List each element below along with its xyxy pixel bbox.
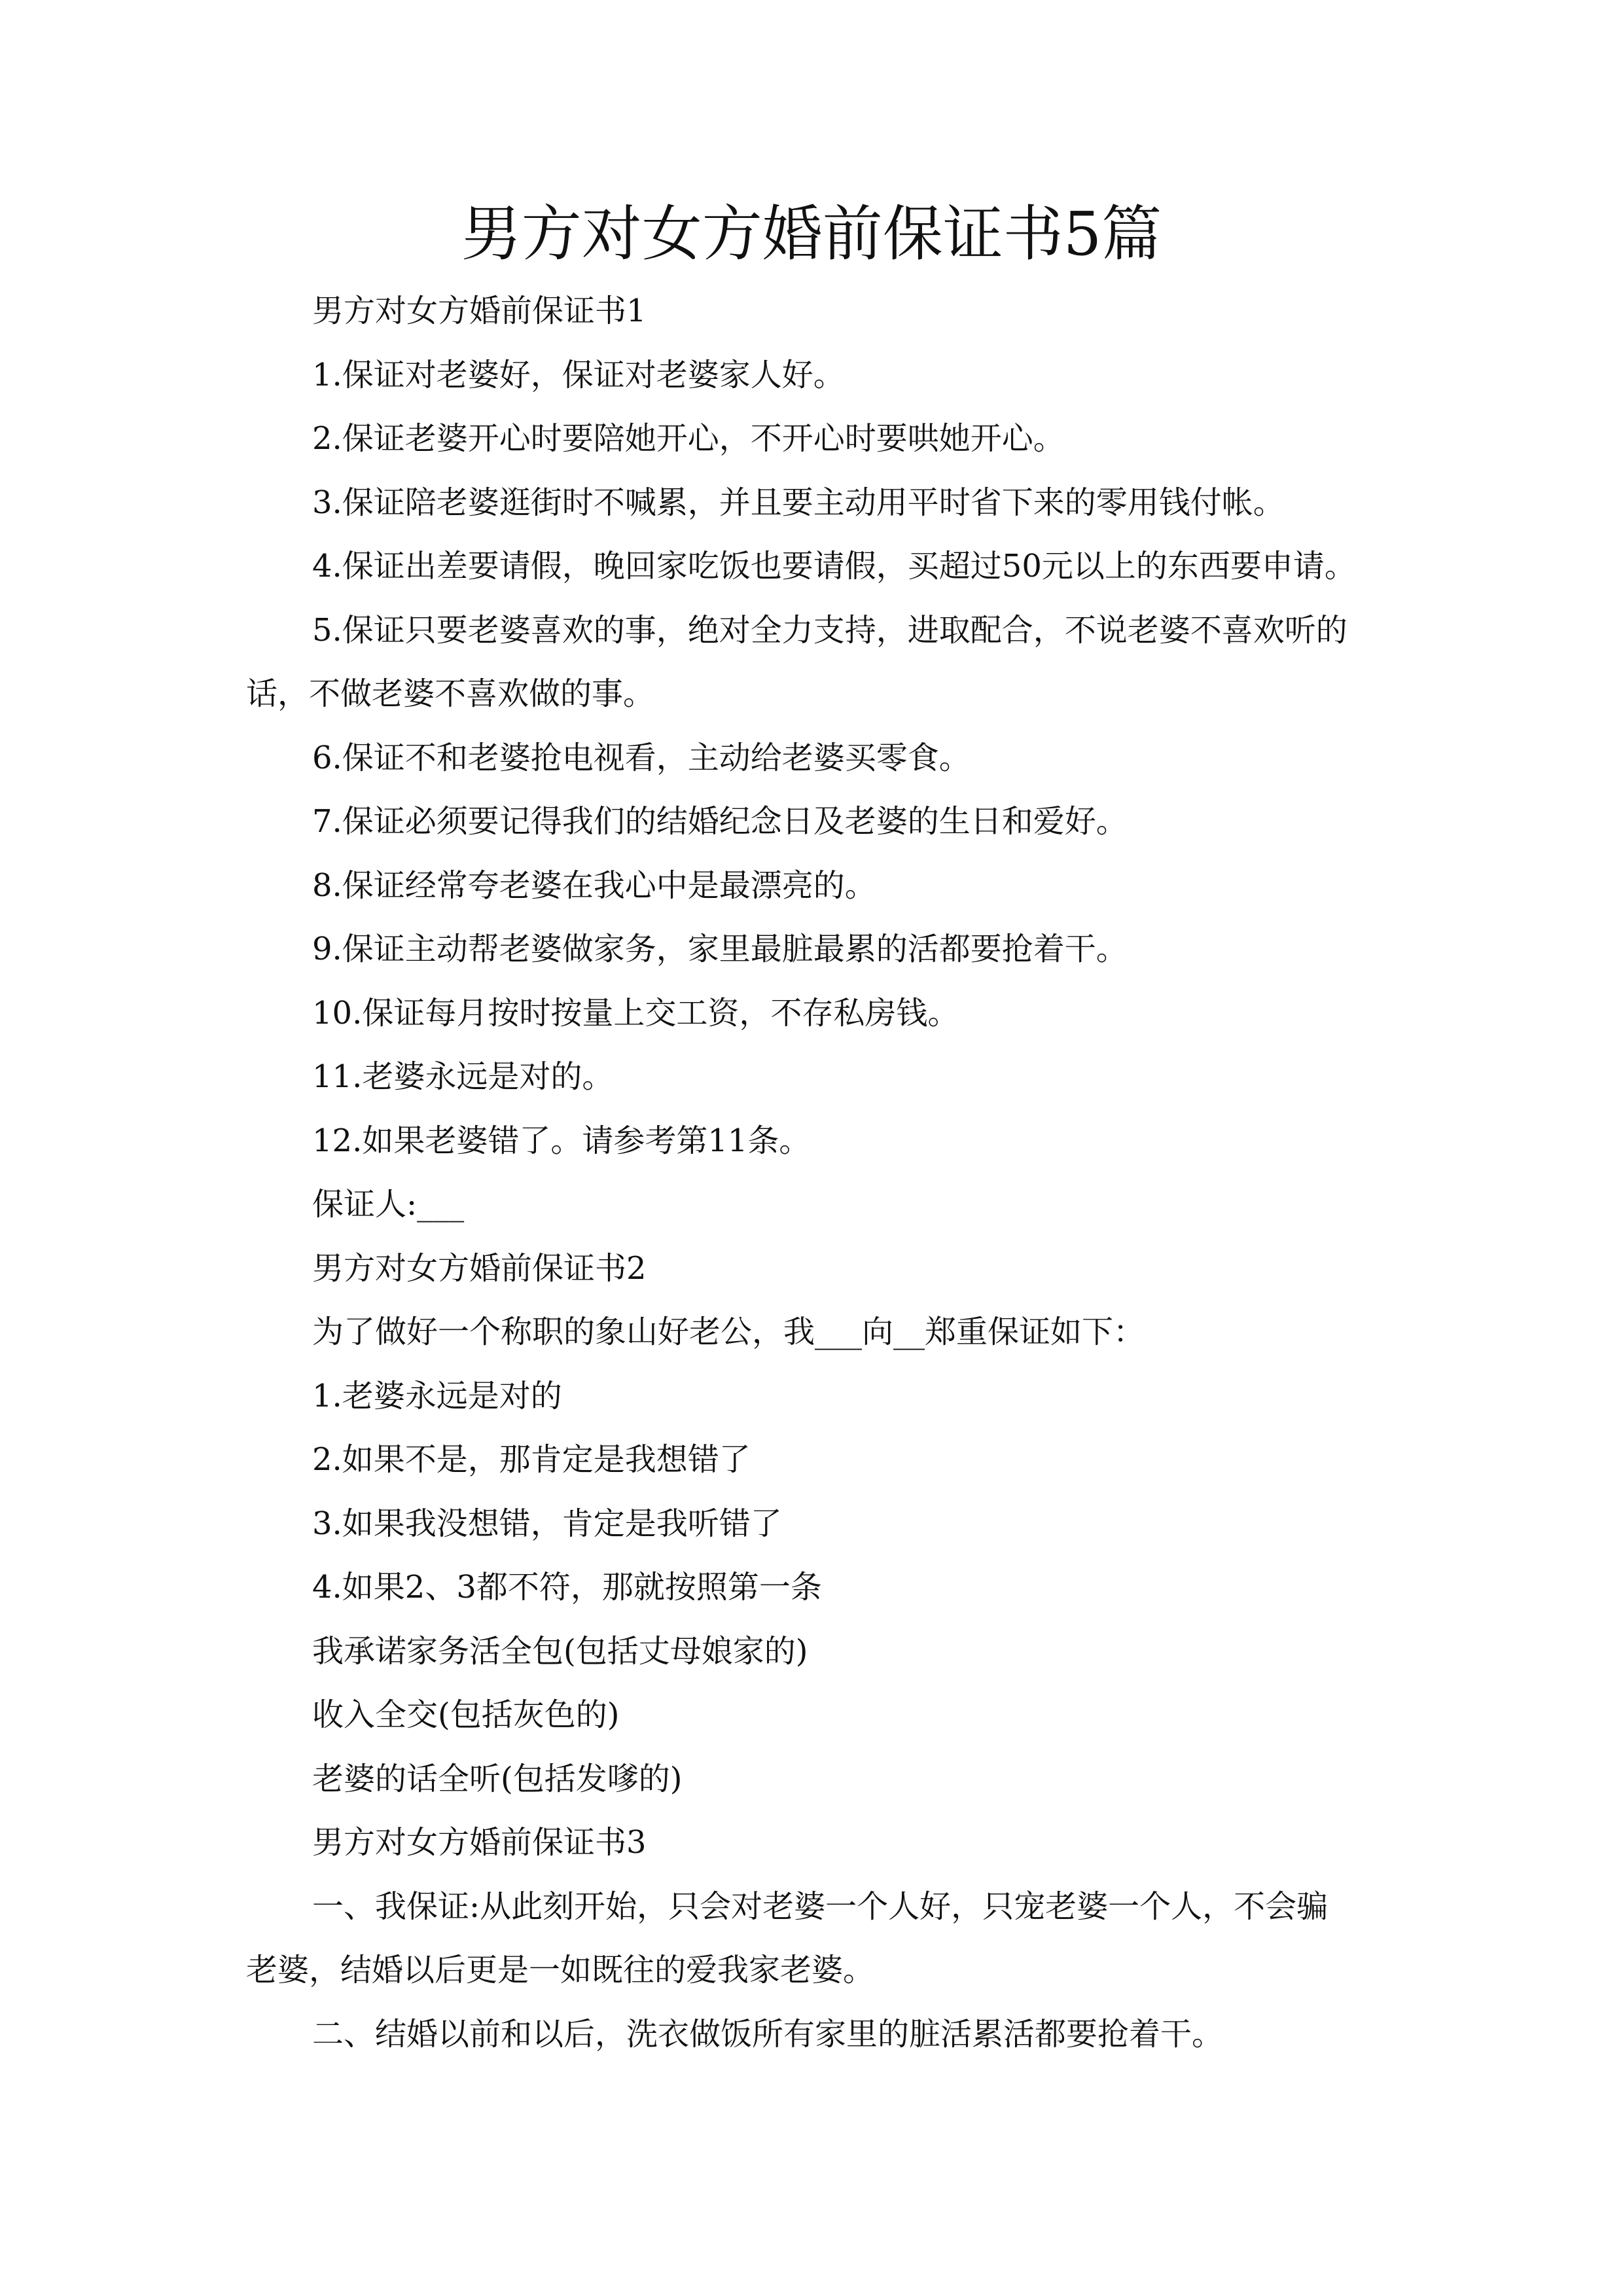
paragraph-line: 男方对女方婚前保证书3	[312, 1824, 647, 1861]
paragraph-line: 6.保证不和老婆抢电视看，主动给老婆买零食。	[312, 739, 971, 776]
paragraph-line: 2.如果不是，那肯定是我想错了	[312, 1441, 751, 1478]
paragraph-line: 话，不做老婆不喜欢做的事。	[246, 675, 655, 712]
paragraph-line: 我承诺家务活全包(包括丈母娘家的)	[312, 1632, 808, 1670]
paragraph-line: 1.保证对老婆好，保证对老婆家人好。	[312, 356, 845, 393]
paragraph-line: 3.保证陪老婆逛街时不喊累，并且要主动用平时省下来的零用钱付帐。	[312, 484, 1285, 521]
document-title: 男方对女方婚前保证书5篇	[461, 199, 1162, 269]
paragraph-line: 7.保证必须要记得我们的结婚纪念日及老婆的生日和爱好。	[312, 803, 1128, 840]
paragraph-line: 9.保证主动帮老婆做家务，家里最脏最累的活都要抢着干。	[312, 931, 1128, 967]
document-body	[246, 279, 1398, 2066]
paragraph-line: 二、结婚以前和以后，洗衣做饭所有家里的脏活累活都要抢着干。	[312, 2015, 1224, 2053]
paragraph-line: 收入全交(包括灰色的)	[312, 1696, 620, 1733]
paragraph-line: 5.保证只要老婆喜欢的事，绝对全力支持，进取配合，不说老婆不喜欢听的	[312, 611, 1347, 649]
paragraph-line: 老婆的话全听(包括发嗲的)	[312, 1760, 683, 1797]
paragraph-line: 老婆，结婚以后更是一如既往的爱我家老婆。	[246, 1952, 875, 1988]
paragraph-line: 3.如果我没想错，肯定是我听错了	[312, 1505, 782, 1542]
paragraph-line: 男方对女方婚前保证书1	[312, 293, 647, 329]
paragraph-line: 10.保证每月按时按量上交工资，不存私房钱。	[312, 994, 959, 1031]
paragraph-line: 为了做好一个称职的象山好老公，我___向__郑重保证如下：	[312, 1314, 1145, 1350]
paragraph-line: 2.保证老婆开心时要陪她开心，不开心时要哄她开心。	[312, 420, 1065, 457]
paragraph-line: 12.如果老婆错了。请参考第11条。	[312, 1122, 811, 1159]
paragraph-line: 男方对女方婚前保证书2	[312, 1249, 647, 1287]
paragraph-line: 11.老婆永远是对的。	[312, 1058, 614, 1095]
paragraph-line: 保证人:___	[312, 1186, 465, 1223]
paragraph-line: 4.如果2、3都不符，那就按照第一条	[312, 1569, 822, 1605]
paragraph-line: 1.老婆永远是对的	[312, 1377, 562, 1414]
paragraph-line: 8.保证经常夸老婆在我心中是最漂亮的。	[312, 867, 876, 904]
paragraph-line: 4.保证出差要请假，晚回家吃饭也要请假，买超过50元以上的东西要申请。	[312, 548, 1356, 584]
paragraph-line: 一、我保证:从此刻开始，只会对老婆一个人好，只宠老婆一个人，不会骗	[312, 1888, 1329, 1925]
